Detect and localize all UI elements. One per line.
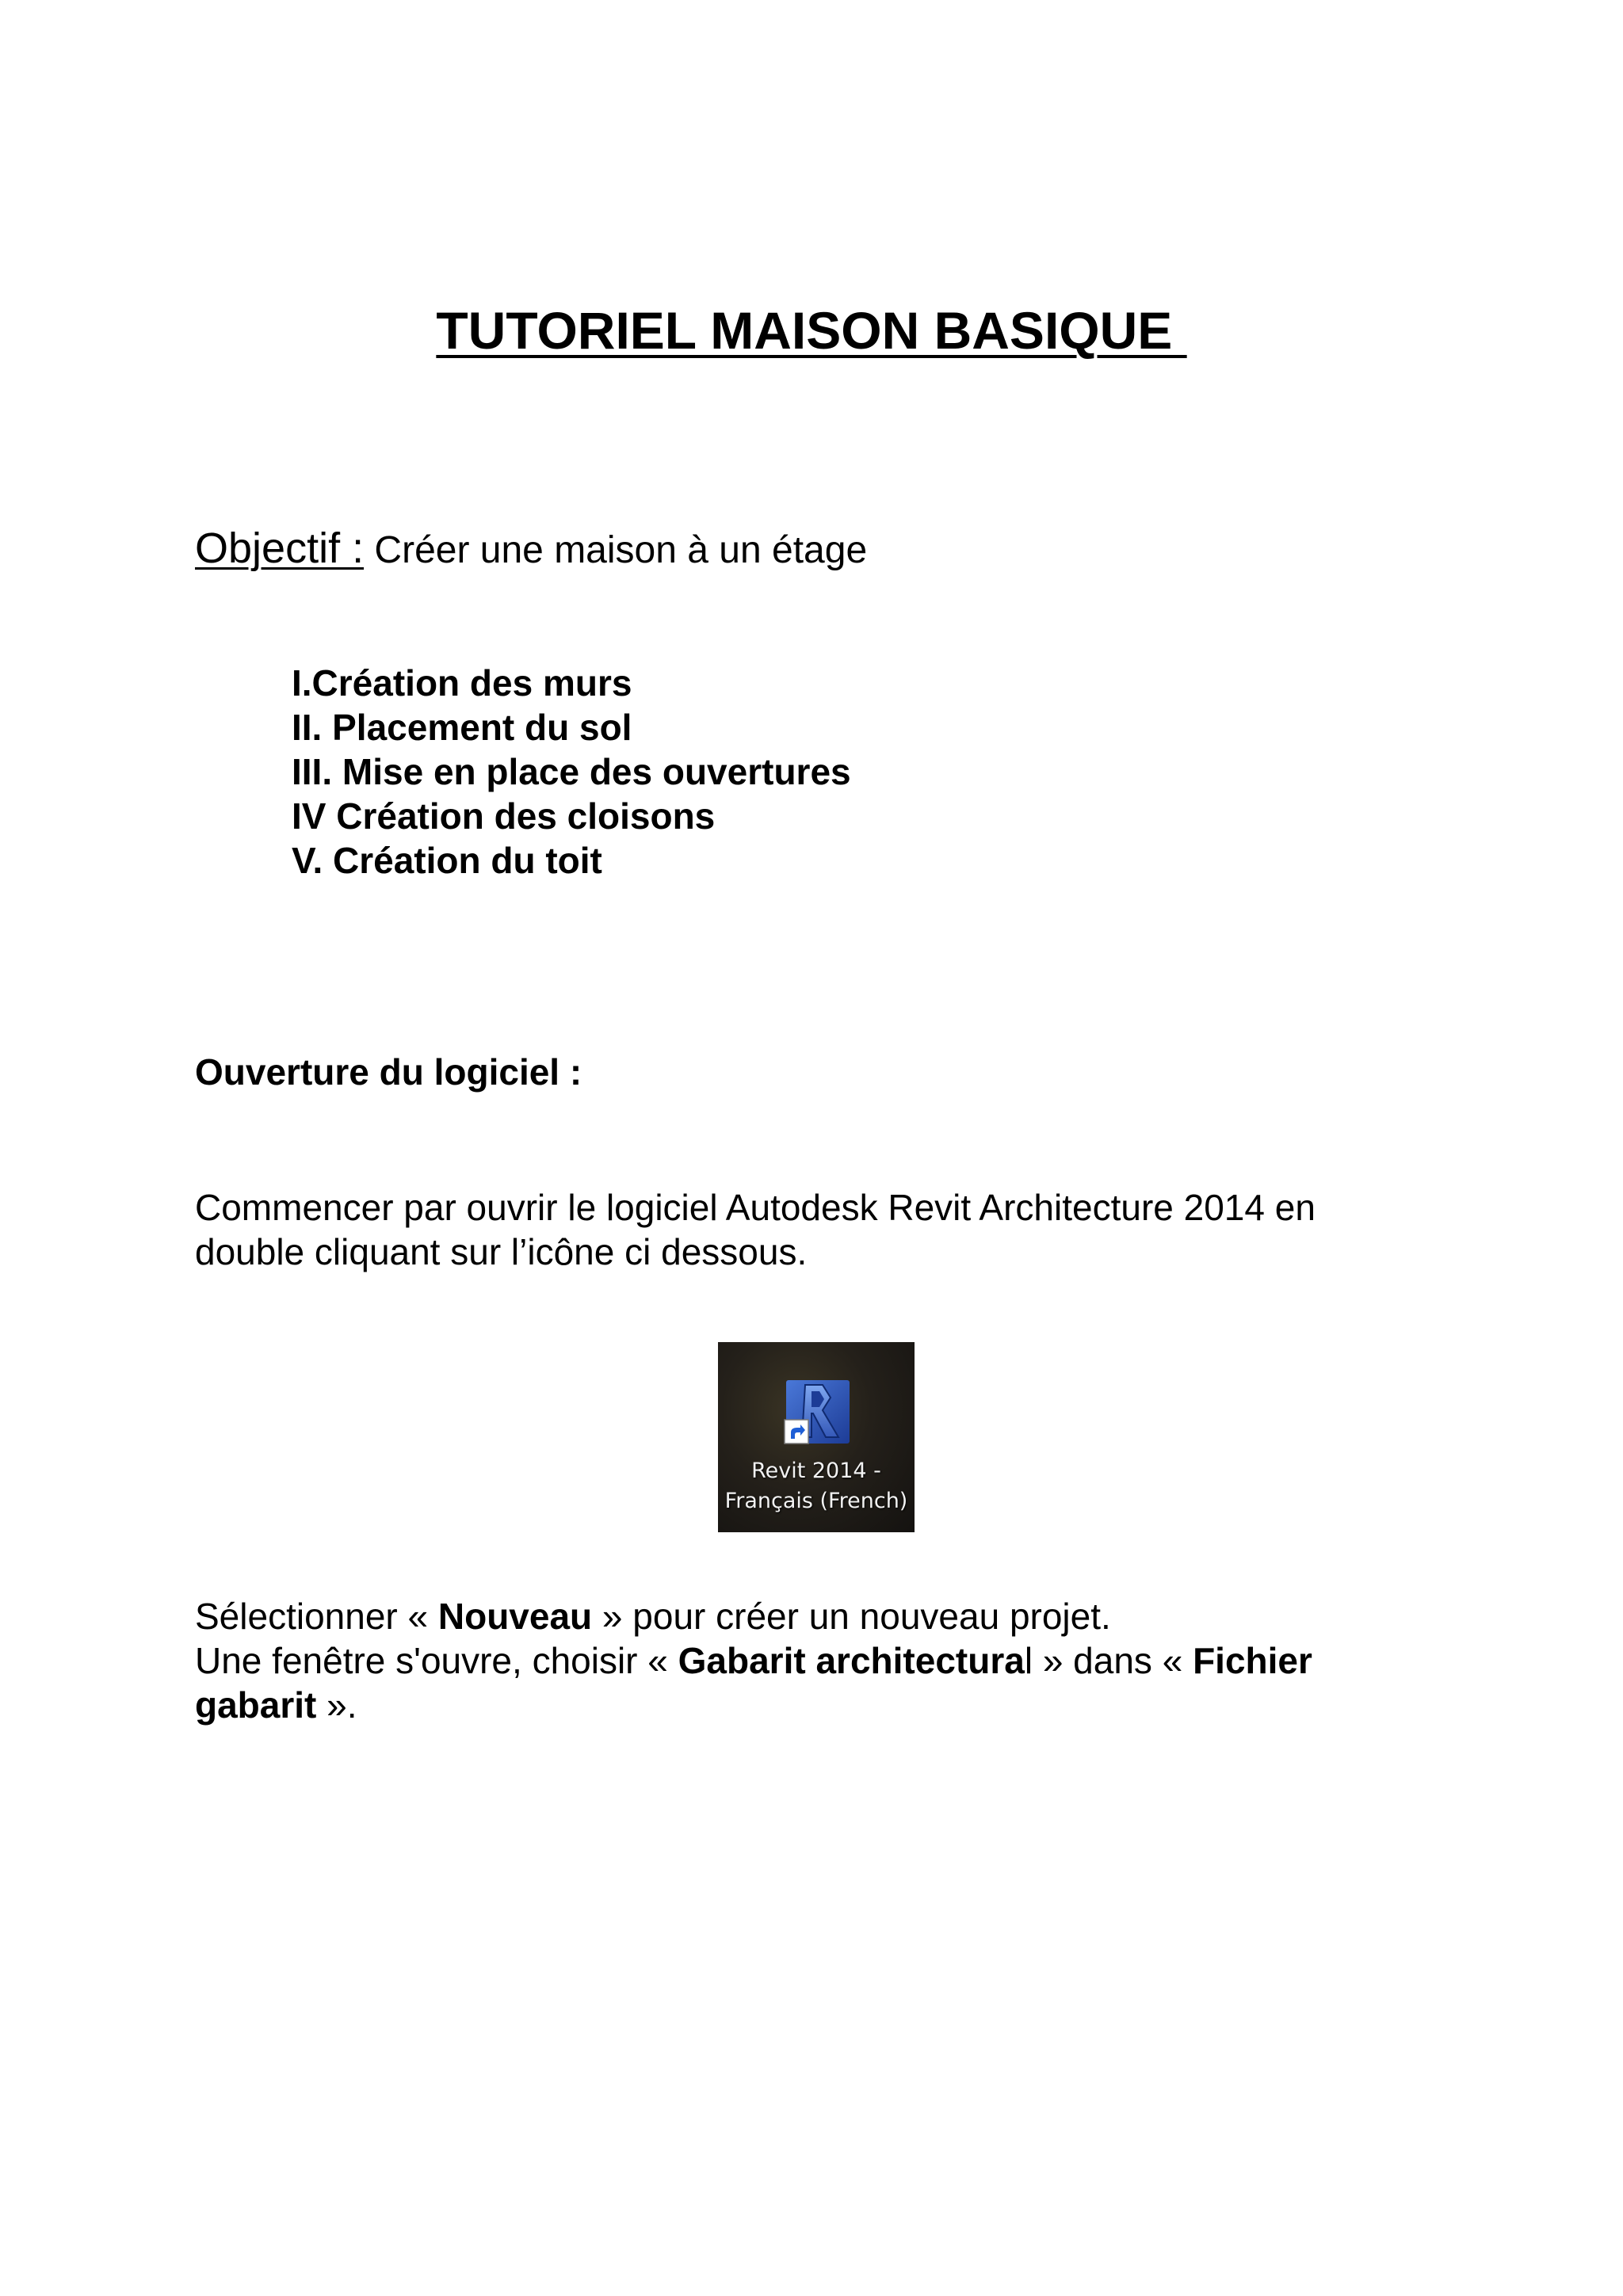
paragraph-line	[195, 1594, 1431, 1638]
paragraph-new-project	[195, 1594, 1431, 1727]
keyword-fichier: Fichier	[1193, 1640, 1312, 1681]
toc-item: I.Création des murs	[292, 662, 632, 704]
paragraph-line	[195, 1638, 1431, 1683]
shortcut-caption	[718, 1456, 915, 1516]
table-of-contents	[292, 661, 851, 883]
revit-shortcut-icon	[781, 1377, 854, 1448]
objective-label: Objectif :	[195, 524, 365, 572]
document-title-text: TUTORIEL MAISON BASIQUE	[436, 301, 1187, 360]
revit-desktop-shortcut[interactable]	[718, 1342, 915, 1532]
objective-line	[195, 523, 867, 574]
keyword-gabarit: gabarit	[195, 1684, 317, 1726]
toc-item: III. Mise en place des ouvertures	[292, 751, 851, 792]
shortcut-caption-line: Français (French)	[724, 1489, 908, 1513]
paragraph-line	[195, 1683, 1431, 1727]
toc-item: IV Création des cloisons	[292, 795, 716, 837]
objective-text: Créer une maison à un étage	[364, 529, 868, 571]
document-title	[0, 301, 1623, 360]
keyword-nouveau: Nouveau	[437, 1596, 593, 1637]
text-run: l » dans «	[1024, 1640, 1193, 1681]
text-run: ».	[316, 1684, 357, 1726]
text-run: » pour créer un nouveau projet.	[592, 1596, 1111, 1637]
text-run: Une fenêtre s'ouvre, choisir «	[195, 1640, 678, 1681]
text-run: Sélectionner «	[195, 1596, 438, 1637]
section-heading: Ouverture du logiciel :	[195, 1051, 582, 1093]
paragraph-line: double cliquant sur l’icône ci dessous.	[195, 1231, 808, 1272]
paragraph-open-software	[195, 1185, 1431, 1274]
toc-item: V. Création du toit	[292, 840, 602, 881]
shortcut-caption-line: Revit 2014 -	[751, 1459, 881, 1483]
paragraph-line: Commencer par ouvrir le logiciel Autodesk Revit Architecture 2014 en	[195, 1187, 1316, 1228]
keyword-gabarit-architectural: Gabarit architectura	[678, 1640, 1025, 1681]
toc-item: II. Placement du sol	[292, 707, 632, 748]
